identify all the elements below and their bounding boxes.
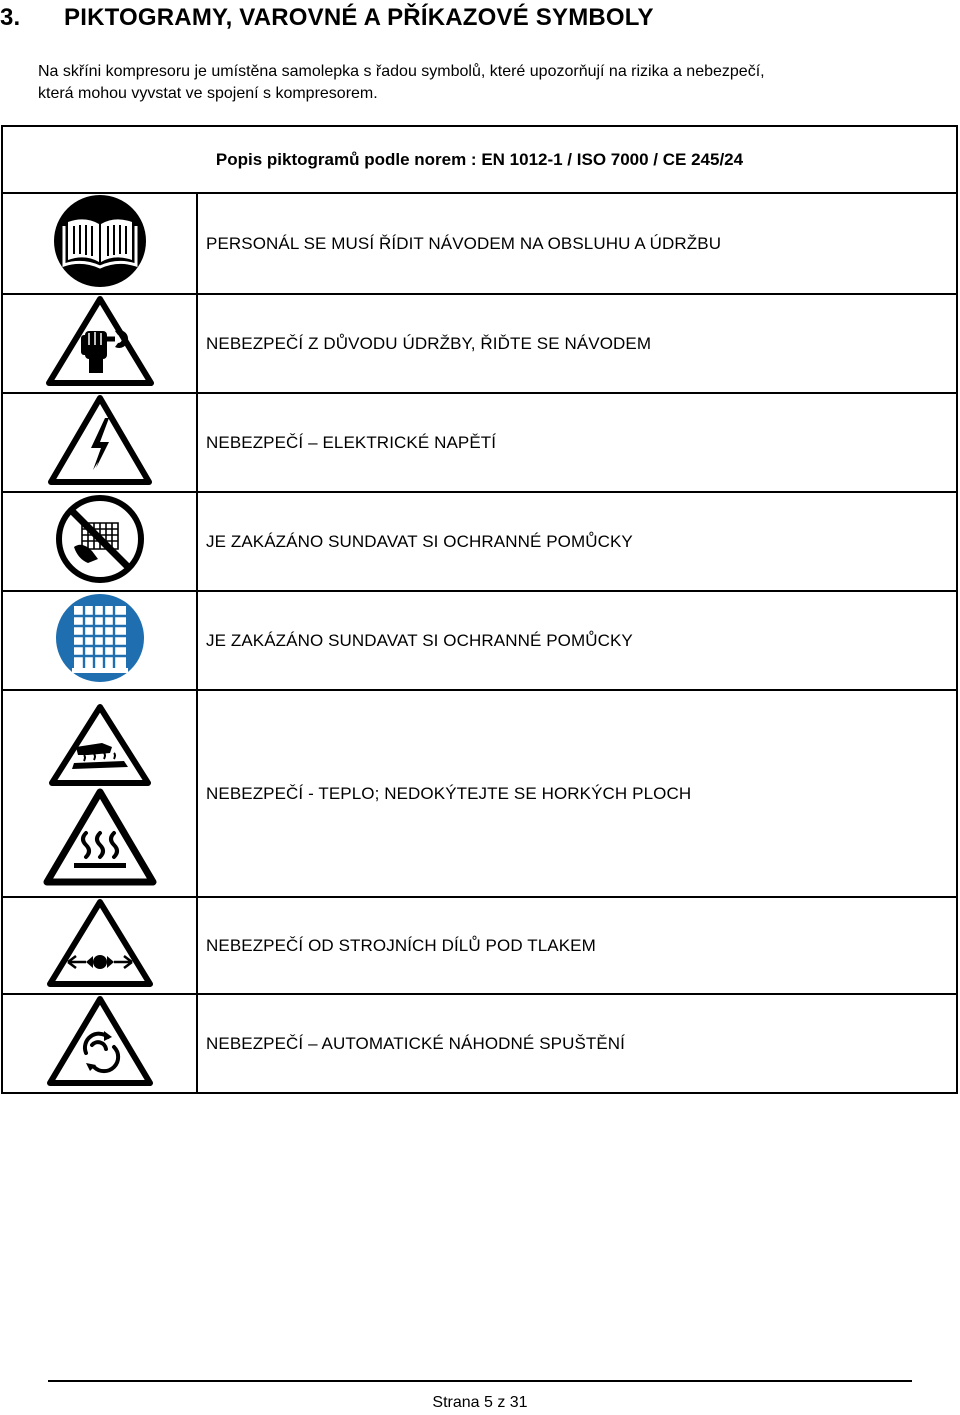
table-row	[2, 591, 957, 690]
hot-surface-heat-icon	[42, 787, 158, 887]
hot-surface-icons	[2, 690, 197, 897]
table-row	[2, 897, 957, 994]
row-label: PERSONÁL SE MUSÍ ŘÍDIT NÁVODEM NA OBSLUHU A ÚDRŽBU	[197, 193, 957, 294]
table-row	[2, 994, 957, 1093]
intro-line-2: která mohou vyvstat ve spojení s kompresorem.	[38, 85, 378, 102]
table-row	[2, 492, 957, 591]
intro-line-1: Na skříni kompresoru je umístěna samolepka s řadou symbolů, které upozorňují na rizika a nebezpečí,	[38, 63, 765, 80]
intro-paragraph	[38, 61, 918, 105]
no-removing-guards-icon	[2, 492, 197, 591]
table-caption: Popis piktogramů podle norem : EN 1012-1 / ISO 7000 / CE 245/24	[2, 126, 957, 193]
row-label: NEBEZPEČÍ OD STROJNÍCH DÍLŮ POD TLAKEM	[197, 897, 957, 994]
row-label: NEBEZPEČÍ - TEPLO; NEDOKÝTEJTE SE HORKÝCH PLOCH	[197, 690, 957, 897]
read-manual-icon	[2, 193, 197, 294]
section-number: 3.	[0, 4, 21, 31]
page-number: Strana 5 z 31	[432, 1394, 528, 1411]
row-label: JE ZAKÁZÁNO SUNDAVAT SI OCHRANNÉ POMŮCKY	[197, 591, 957, 690]
row-label: JE ZAKÁZÁNO SUNDAVAT SI OCHRANNÉ POMŮCKY	[197, 492, 957, 591]
table-row	[2, 690, 957, 897]
row-label: NEBEZPEČÍ – ELEKTRICKÉ NAPĚTÍ	[197, 393, 957, 492]
electric-voltage-icon	[2, 393, 197, 492]
table-row	[2, 294, 957, 393]
protective-guard-mandatory-icon	[2, 591, 197, 690]
table-row	[2, 193, 957, 294]
automatic-start-icon	[2, 994, 197, 1093]
row-label: NEBEZPEČÍ – AUTOMATICKÉ NÁHODNÉ SPUŠTĚNÍ	[197, 994, 957, 1093]
table-caption-row	[2, 126, 957, 193]
section-title: PIKTOGRAMY, VAROVNÉ A PŘÍKAZOVÉ SYMBOLY	[64, 4, 654, 31]
footer-rule	[48, 1380, 912, 1382]
section-heading	[0, 4, 654, 32]
row-label: NEBEZPEČÍ Z DŮVODU ÚDRŽBY, ŘIĎTE SE NÁVODEM	[197, 294, 957, 393]
pressure-parts-icon	[2, 897, 197, 994]
pictogram-table	[1, 125, 958, 1094]
hot-surface-hand-icon	[48, 703, 152, 787]
maintenance-hazard-icon	[2, 294, 197, 393]
table-row	[2, 393, 957, 492]
